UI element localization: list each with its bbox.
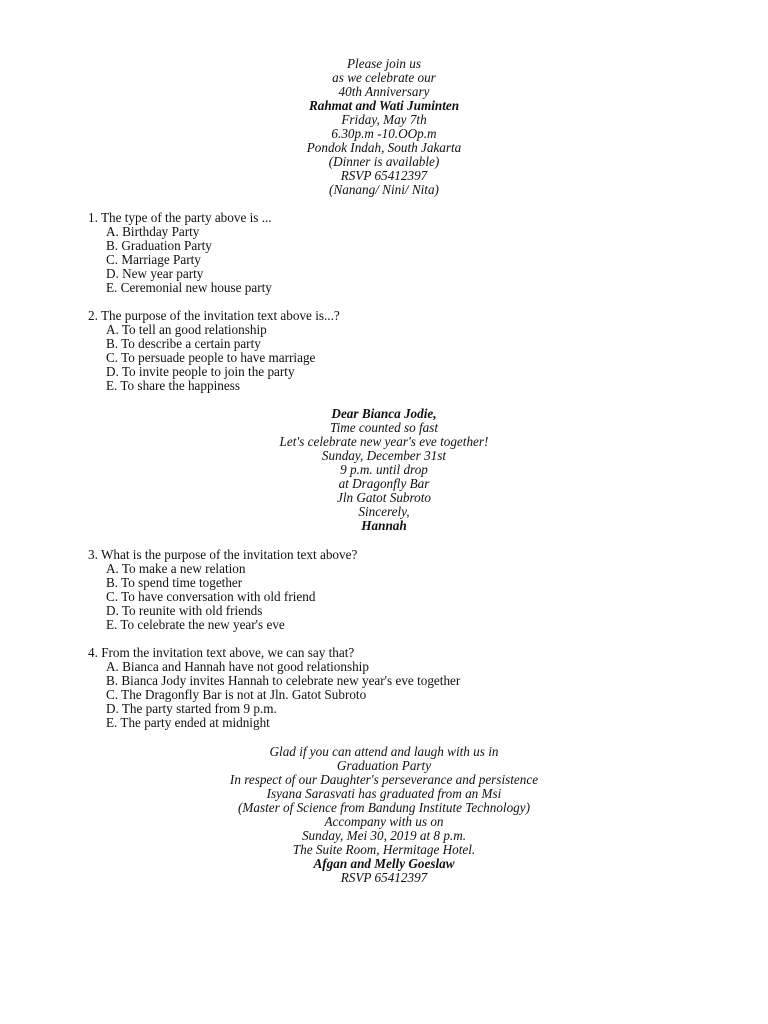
invitation-line: Pondok Indah, South Jakarta (306, 140, 462, 155)
invitation-line: Sunday, Mei 30, 2019 at 8 p.m. (301, 828, 467, 843)
answer-option: A. To make a new relation (106, 561, 246, 577)
invitation-line: Let's celebrate new year's eve together! (279, 434, 489, 449)
question-text: 3. What is the purpose of the invitation text above? (88, 547, 358, 562)
answer-option: E. Ceremonial new house party (106, 280, 272, 296)
invitation-line: (Nanang/ Nini/ Nita) (329, 182, 439, 197)
invitation-line: 40th Anniversary (338, 84, 430, 99)
invitation-line: Glad if you can attend and laugh with us in (269, 744, 499, 759)
invitation-hosts: Rahmat and Wati Juminten (308, 98, 460, 113)
invitation-line: at Dragonfly Bar (338, 476, 430, 491)
invitation-line: Sunday, December 31st (321, 448, 447, 463)
answer-option: C. The Dragonfly Bar is not at Jln. Gatot Subroto (106, 687, 367, 703)
answer-option: D. The party started from 9 p.m. (106, 701, 277, 717)
invitation-line: In respect of our Daughter's perseverance and persistence (229, 772, 539, 787)
invitation-line: (Dinner is available) (328, 154, 440, 169)
answer-option: B. Graduation Party (106, 238, 212, 254)
invitation-hosts: Afgan and Melly Goeslaw (313, 856, 455, 871)
question-3 (88, 548, 357, 633)
invitation-line: (Master of Science from Bandung Institute Technology) (237, 800, 531, 815)
invitation-line: Accompany with us on (324, 814, 444, 829)
graduation-invitation (0, 745, 768, 885)
question-text: 1. The type of the party above is ... (88, 210, 272, 225)
invitation-line: Sincerely, (358, 504, 410, 519)
anniversary-invitation (0, 57, 768, 197)
question-4 (88, 646, 460, 731)
answer-option: E. The party ended at midnight (106, 715, 270, 731)
invitation-line: Jln Gatot Subroto (336, 490, 432, 505)
invitation-signature: Hannah (361, 518, 407, 533)
invitation-line: RSVP 65412397 (340, 870, 428, 885)
answer-option: A. Birthday Party (106, 224, 200, 240)
invitation-line: Please join us (347, 56, 421, 71)
question-text: 4. From the invitation text above, we can say that? (88, 645, 355, 660)
invitation-line: Isyana Sarasvati has graduated from an Msi (266, 786, 502, 801)
question-2 (88, 309, 340, 394)
new-year-invitation (0, 407, 768, 533)
answer-option: C. To persuade people to have marriage (106, 350, 316, 366)
answer-option: C. Marriage Party (106, 252, 201, 268)
invitation-line: 9 p.m. until drop (340, 462, 428, 477)
answer-option: E. To celebrate the new year's eve (106, 617, 285, 633)
answer-option: A. Bianca and Hannah have not good relationship (106, 659, 369, 675)
invitation-line: Friday, May 7th (341, 112, 427, 127)
invitation-line: 6.30p.m -10.OOp.m (331, 126, 437, 141)
answer-option: D. To invite people to join the party (106, 364, 295, 380)
answer-option: D. To reunite with old friends (106, 603, 263, 619)
invitation-line: RSVP 65412397 (340, 168, 428, 183)
invitation-line: Graduation Party (336, 758, 432, 773)
invitation-line: Time counted so fast (329, 420, 439, 435)
invitation-greeting: Dear Bianca Jodie, (331, 406, 437, 421)
answer-option: B. To spend time together (106, 575, 243, 591)
question-1 (88, 211, 272, 296)
answer-option: D. New year party (106, 266, 204, 282)
invitation-line: as we celebrate our (332, 70, 436, 85)
answer-option: C. To have conversation with old friend (106, 589, 316, 605)
answer-option: E. To share the happiness (106, 378, 240, 394)
invitation-line: The Suite Room, Hermitage Hotel. (292, 842, 476, 857)
answer-option: B. Bianca Jody invites Hannah to celebrate new year's eve together (106, 673, 461, 689)
answer-option: A. To tell an good relationship (106, 322, 267, 338)
question-text: 2. The purpose of the invitation text above is...? (88, 308, 340, 323)
answer-option: B. To describe a certain party (106, 336, 261, 352)
